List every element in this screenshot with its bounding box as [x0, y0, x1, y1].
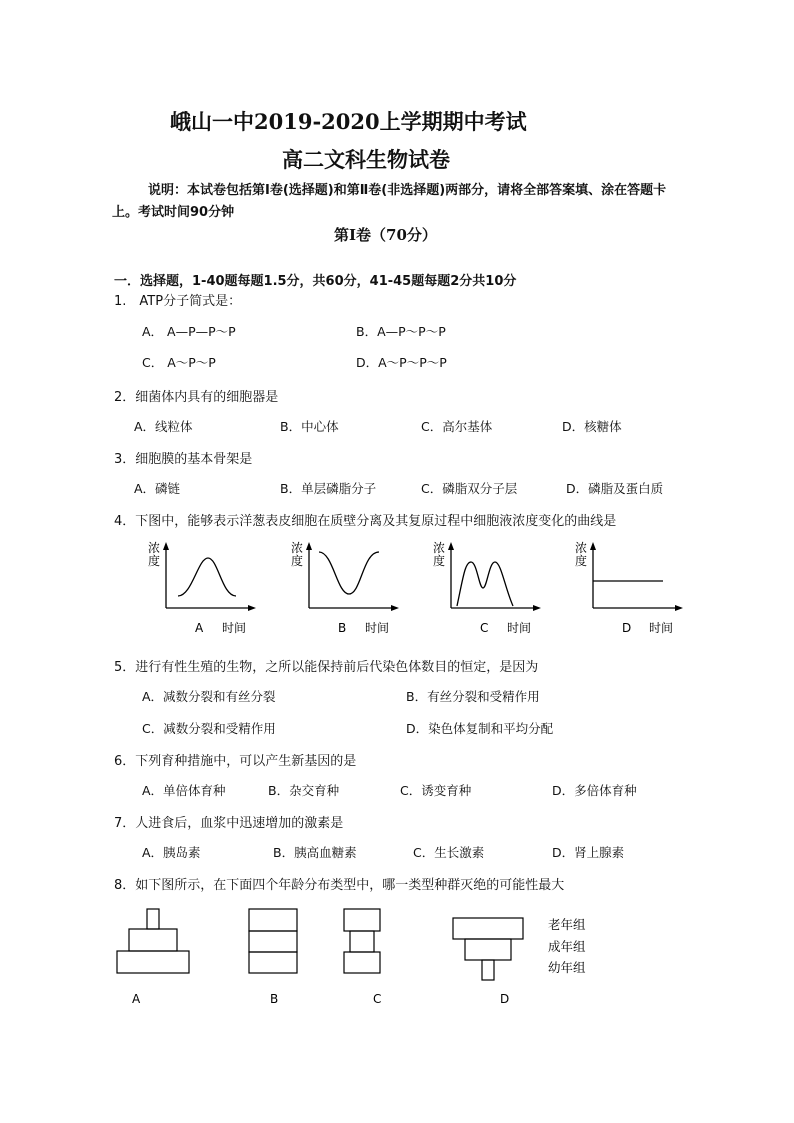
option: B．A—P～P～P: [356, 324, 446, 339]
y-axis-label: [575, 541, 587, 568]
graph-label: C: [480, 621, 489, 635]
y-axis-label-char: 度: [148, 554, 161, 568]
option: A．线粒体: [134, 419, 193, 434]
pyramid-label: B: [270, 992, 279, 1006]
graph-b: [291, 541, 399, 635]
y-axis-label: [433, 541, 445, 568]
option: B．胰高血糖素: [273, 845, 357, 860]
option: B．中心体: [280, 419, 339, 434]
option: D．肾上腺素: [552, 845, 625, 860]
question-stem: 6．下列育种措施中，可以产生新基因的是: [114, 754, 357, 769]
y-axis-label-char: 度: [575, 554, 588, 568]
option: D．A～P～P～P: [356, 355, 447, 370]
exam-subtitle: 高二文科生物试卷: [282, 147, 450, 172]
x-axis-label: 时间: [507, 621, 532, 635]
option: B．有丝分裂和受精作用: [406, 689, 540, 704]
y-axis-label: [291, 541, 303, 568]
y-axis-label-char: 浓: [291, 541, 304, 555]
pyramid-b: [249, 909, 297, 973]
option: A．磷链: [134, 481, 181, 496]
y-axis-label-char: 度: [433, 554, 446, 568]
legend-elderly: 老年组: [548, 917, 586, 932]
concentration-graphs: [140, 538, 700, 648]
option: B．单层磷脂分子: [280, 481, 377, 496]
section-heading: 第Ⅰ卷（70分）: [334, 226, 437, 244]
pyramid-label: C: [373, 992, 382, 1006]
y-axis-label: [148, 541, 160, 568]
x-axis-label: 时间: [365, 621, 390, 635]
exam-title: 峨山一中2019-2020上学期期中考试: [170, 109, 527, 134]
pyramid-d: [453, 918, 523, 980]
y-axis-label-char: 浓: [575, 541, 588, 555]
graph-label: B: [338, 621, 347, 635]
x-axis-label: 时间: [222, 621, 247, 635]
option: C．高尔基体: [421, 419, 493, 434]
legend-young: 幼年组: [548, 960, 586, 975]
pyramid-c: [344, 909, 380, 973]
question-stem: 1. ATP分子简式是：: [114, 294, 242, 309]
question-stem: 2．细菌体内具有的细胞器是: [114, 390, 279, 405]
instructions-text: 说明：本试卷包括第Ⅰ卷(选择题)和第Ⅱ卷(非选择题)两部分，请将全部答案填、涂在答题卡上。考试时间90分钟: [112, 183, 667, 220]
question-stem: 4．下图中，能够表示洋葱表皮细胞在质壁分离及其复原过程中细胞液浓度变化的曲线是: [114, 514, 617, 529]
option: A．减数分裂和有丝分裂: [142, 689, 276, 704]
option: A． A—P—P～P: [142, 324, 236, 339]
graph-d: [575, 541, 683, 635]
option: B．杂交育种: [268, 783, 340, 798]
y-axis-label-char: 度: [291, 554, 304, 568]
graph-label: D: [622, 621, 632, 635]
legend-adult: 成年组: [548, 939, 586, 954]
option: D．核糖体: [562, 419, 622, 434]
question-stem: 5．进行有性生殖的生物，之所以能保持前后代染色体数目的恒定，是因为: [114, 660, 539, 675]
graph-c: [433, 541, 541, 635]
pyramid-label: A: [132, 992, 141, 1006]
curve-a: [178, 558, 236, 596]
option: C．诱变育种: [400, 783, 472, 798]
question-stem: 3．细胞膜的基本骨架是: [114, 452, 253, 467]
age-pyramids: [110, 904, 610, 1014]
option: A．单倍体育种: [142, 783, 226, 798]
part-one-heading: 一．选择题，1-40题每题1.5分，共60分，41-45题每题2分共10分: [114, 274, 517, 289]
y-axis-label-char: 浓: [148, 541, 161, 555]
option: D．染色体复制和平均分配: [406, 721, 554, 736]
curve-c: [457, 562, 513, 606]
option: D．磷脂及蛋白质: [566, 481, 664, 496]
option: C．减数分裂和受精作用: [142, 721, 276, 736]
graph-label: A: [195, 621, 204, 635]
question-stem: 7．人进食后，血浆中迅速增加的激素是: [114, 816, 344, 831]
pyramid-a: [117, 909, 189, 973]
exam-instructions: [112, 180, 692, 224]
pyramid-label: D: [500, 992, 510, 1006]
graph-a: [148, 541, 256, 635]
option: C．生长激素: [413, 845, 485, 860]
option: D．多倍体育种: [552, 783, 637, 798]
x-axis-label: 时间: [649, 621, 674, 635]
option: C．磷脂双分子层: [421, 481, 518, 496]
option: C． A～P～P: [142, 355, 216, 370]
option: A．胰岛素: [142, 845, 201, 860]
curve-b: [319, 552, 379, 594]
question-stem: 8．如下图所示，在下面四个年龄分布类型中，哪一类型种群灭绝的可能性最大: [114, 878, 565, 893]
y-axis-label-char: 浓: [433, 541, 446, 555]
